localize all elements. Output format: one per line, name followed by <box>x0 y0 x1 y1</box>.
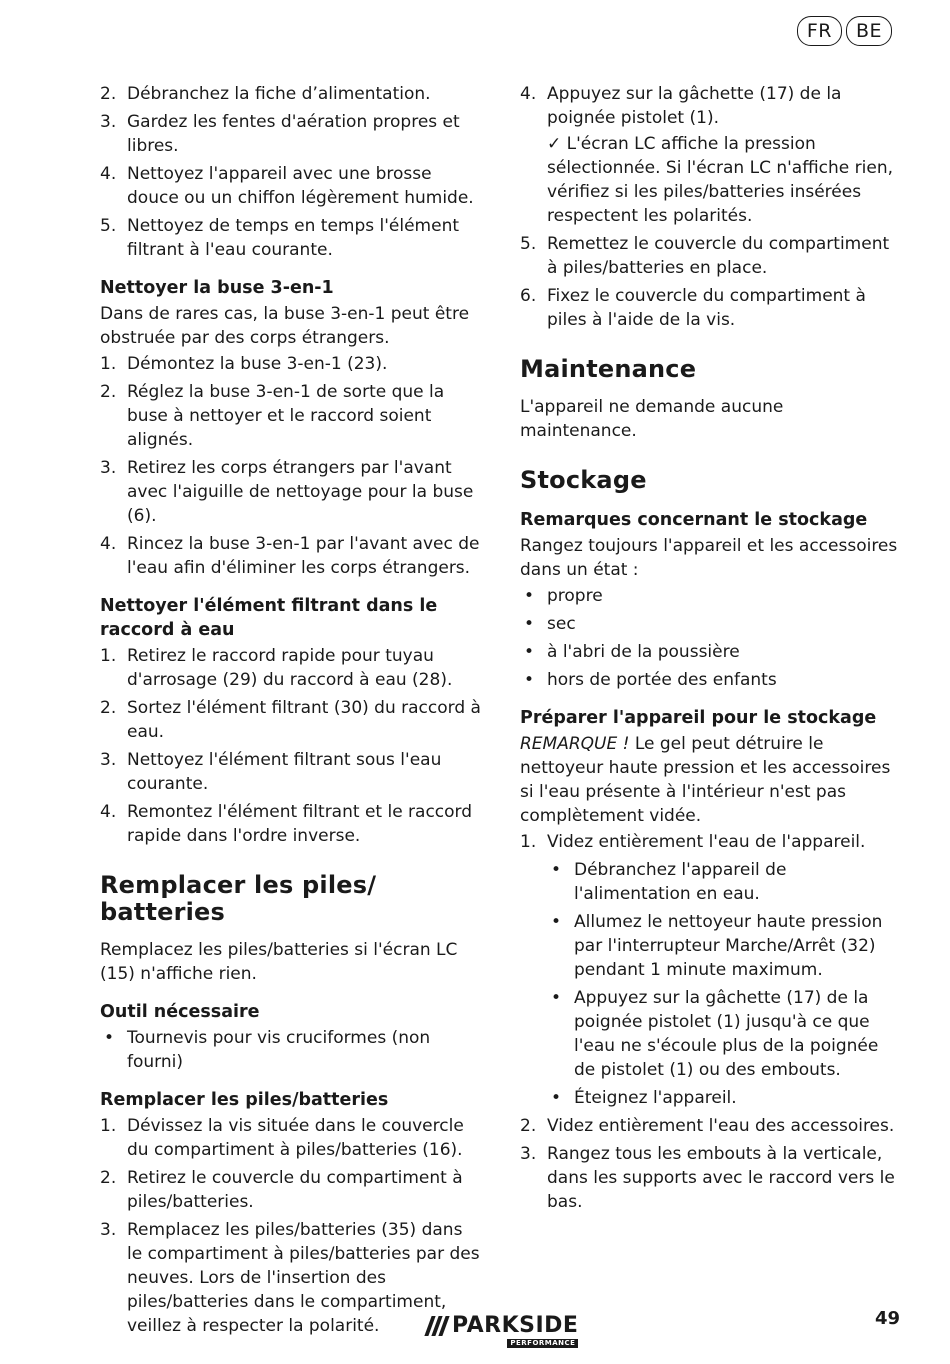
language-badges <box>797 16 892 46</box>
list-item: • hors de portée des enfants <box>524 670 777 690</box>
list-item: 4. Nettoyez l'appareil avec une brosse douce ou un chiffon légèrement humide. <box>100 164 474 208</box>
list-item: 1. Videz entièrement l'eau de l'appareil. • Débranchez l'appareil de l'alimentation en eau. • Allumez le nettoyeur haute pression par l'interrupteur Marche/Arrêt (32) pendant 1 minute maximum. • Appuyez sur la gâchette (17) de la poignée pistolet (1) jusqu'à ce que l'eau ne s'écoule plus de la poignée de pistolet (1) ou des embouts. • Éteignez l'appareil. <box>520 830 900 1110</box>
list-item: 4. Appuyez sur la gâchette (17) de la poignée pistolet (1). ✓ L'écran LC affiche la pression sélectionnée. Si l'écran LC n'affiche rien, vérifiez si les piles/batteries insérées respectent les polarités. <box>520 82 900 228</box>
nozzle-steps-list <box>100 352 482 580</box>
list-item: 3. Remplacez les piles/batteries (35) dans le compartiment à piles/batteries par des neuves. Lors de l'insertion des piles/batteries dans le compartiment, veillez à respecter la polarité. <box>100 1220 480 1336</box>
list-item: 2. Sortez l'élément filtrant (30) du raccord à eau. <box>100 698 481 742</box>
replace-heading: Remplacer les piles/batteries <box>100 1090 389 1110</box>
filter-heading: Nettoyer l'élément filtrant dans le raccord à eau <box>100 596 438 640</box>
list-item: 4. Remontez l'élément filtrant et le raccord rapide dans l'ordre inverse. <box>100 802 473 846</box>
battery-heading: Remplacer les piles/ batteries <box>100 871 377 926</box>
note-label: REMARQUE ! <box>520 734 630 754</box>
right-column <box>520 82 900 1218</box>
maintenance-heading: Maintenance <box>520 355 697 383</box>
list-item: • sec <box>524 614 576 634</box>
list-item: 2. Retirez le couvercle du compartiment à piles/batteries. <box>100 1168 463 1212</box>
list-item: 5. Nettoyez de temps en temps l'élément filtrant à l'eau courante. <box>100 216 460 260</box>
list-item: • Éteignez l'appareil. <box>551 1088 737 1108</box>
prepare-heading: Préparer l'appareil pour le stockage <box>520 708 877 728</box>
lang-badge-fr: FR <box>797 16 842 46</box>
list-item: 3. Nettoyez l'élément filtrant sous l'eau courante. <box>100 750 442 794</box>
nozzle-heading: Nettoyer la buse 3-en-1 <box>100 278 334 298</box>
battery-intro: Remplacez les piles/batteries si l'écran LC (15) n'affiche rien. <box>100 940 458 984</box>
parkside-logo <box>428 1315 578 1348</box>
list-item: • Débranchez l'appareil de l'alimentation en eau. <box>551 860 787 904</box>
tool-heading: Outil nécessaire <box>100 1002 260 1022</box>
storage-heading: Stockage <box>520 466 647 494</box>
list-item: 5. Remettez le couvercle du compartiment à piles/batteries en place. <box>520 234 890 278</box>
replace-steps-list <box>100 1114 482 1338</box>
list-item: 1. Retirez le raccord rapide pour tuyau d'arrosage (29) du raccord à eau (28). <box>100 646 453 690</box>
list-item: 3. Rangez tous les embouts à la verticale, dans les supports avec le raccord vers le bas. <box>520 1144 895 1212</box>
list-item: 1. Dévissez la vis située dans le couvercle du compartiment à piles/batteries (16). <box>100 1116 464 1160</box>
list-item: 3. Retirez les corps étrangers par l'avant avec l'aiguille de nettoyage pour la buse (6). <box>100 458 474 526</box>
brand-name: PARKSIDE <box>452 1313 579 1338</box>
prepare-substeps-list <box>547 858 900 1110</box>
prepare-steps-list <box>520 830 900 1214</box>
replace-steps-continued <box>520 82 900 332</box>
tool-list <box>100 1026 482 1074</box>
storage-notes-intro: Rangez toujours l'appareil et les accessoires dans un état : <box>520 536 898 580</box>
cleaning-steps-list <box>100 82 482 262</box>
result-check-text: ✓ L'écran LC affiche la pression sélectionnée. Si l'écran LC n'affiche rien, vérifiez si les piles/batteries insérées respectent les polarités. <box>547 134 893 226</box>
list-item: 6. Fixez le couvercle du compartiment à piles à l'aide de la vis. <box>520 286 866 330</box>
list-item: 2. Réglez la buse 3-en-1 de sorte que la buse à nettoyer et le raccord soient alignés. <box>100 382 445 450</box>
page-number: 49 <box>874 1308 900 1329</box>
maintenance-text: L'appareil ne demande aucune maintenance. <box>520 397 784 441</box>
list-item: • Tournevis pour vis cruciformes (non fourni) <box>104 1028 431 1072</box>
filter-steps-list <box>100 644 482 848</box>
left-column <box>100 82 482 1342</box>
list-item: 1. Démontez la buse 3-en-1 (23). <box>100 354 388 374</box>
sub-brand: PERFORMANCE <box>507 1339 578 1348</box>
list-item: 2. Débranchez la fiche d’alimentation. <box>100 84 431 104</box>
storage-notes-heading: Remarques concernant le stockage <box>520 510 868 530</box>
list-item: 4. Rincez la buse 3-en-1 par l'avant avec de l'eau afin d'éliminer les corps étrangers. <box>100 534 480 578</box>
list-item: • Allumez le nettoyeur haute pression par l'interrupteur Marche/Arrêt (32) pendant 1 minute maximum. <box>551 912 883 980</box>
lang-badge-be: BE <box>846 16 892 46</box>
list-item: • à l'abri de la poussière <box>524 642 740 662</box>
list-item: 3. Gardez les fentes d'aération propres et libres. <box>100 112 460 156</box>
list-item: 2. Videz entièrement l'eau des accessoires. <box>520 1116 895 1136</box>
list-item: • Appuyez sur la gâchette (17) de la poignée pistolet (1) jusqu'à ce que l'eau ne s'écoule plus de la poignée de pistolet (1) ou des embouts. <box>551 988 879 1080</box>
list-item: • propre <box>524 586 603 606</box>
prepare-note: REMARQUE ! Le gel peut détruire le nettoyeur haute pression et les accessoires si l'eau présente à l'intérieur n'est pas complètement vidée. <box>520 734 891 826</box>
nozzle-intro: Dans de rares cas, la buse 3-en-1 peut être obstruée par des corps étrangers. <box>100 304 470 348</box>
stripes-icon <box>424 1316 449 1336</box>
storage-conditions-list <box>520 584 900 692</box>
